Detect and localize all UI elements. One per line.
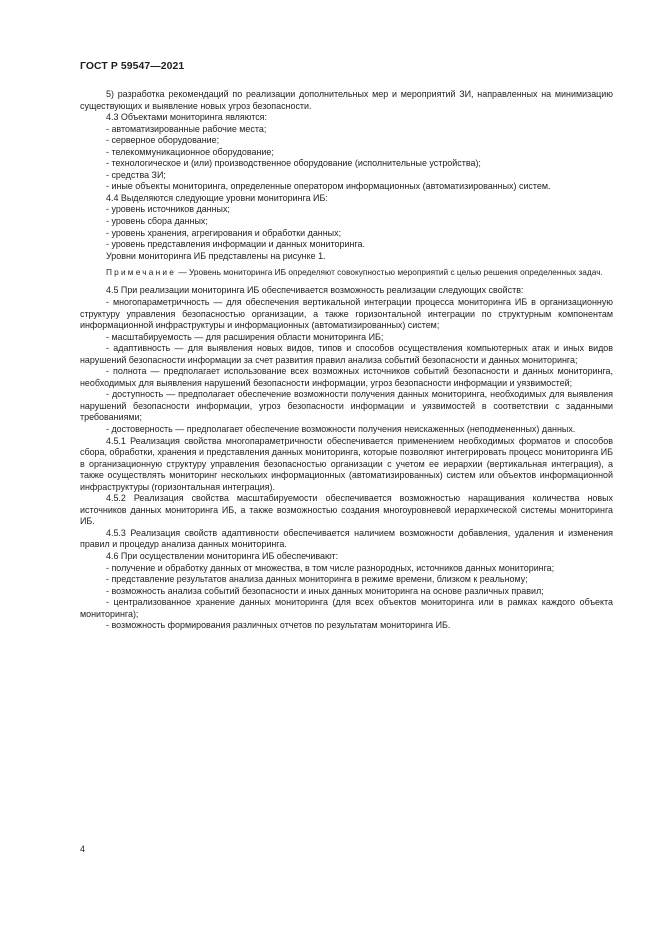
list-item: - уровень источников данных; (106, 204, 230, 215)
note-label: Примечание (106, 267, 177, 278)
list-item: - доступность — предполагает обеспечение возможности получения данных мониторинга, необходимых для выявления нарушений безопасности информации, угроз безопасности информации и уязвимостей в соответствии с заданными требованиями; (80, 389, 613, 423)
section-4-5-3: 4.5.3 Реализация свойств адаптивности обеспечивается наличием возможности добавления, удаления и изменения правил и процедур анализа данных мониторинга. (80, 527, 613, 550)
list-item: - уровень представления информации и данных мониторинга. (106, 239, 365, 250)
document-header-id: ГОСТ Р 59547—2021 (80, 61, 185, 72)
list-item: - масштабируемость — для расширения области мониторинга ИБ; (106, 331, 384, 342)
section-heading-4-3: 4.3 Объектами мониторинга являются: (106, 112, 267, 123)
paragraph: Уровни мониторинга ИБ представлены на рисунке 1. (106, 250, 326, 261)
page-number: 4 (80, 844, 86, 854)
section-heading-4-5: 4.5 При реализации мониторинга ИБ обеспечивается возможность реализации следующих свойств: (106, 285, 524, 296)
document-body (80, 89, 613, 632)
list-item: - адаптивность — для выявления новых видов, типов и способов осуществления компьютерных атак и иных видов нарушений безопасности информации за счет развития правил анализа событий безопасности и данных мониторинга; (80, 343, 613, 365)
list-item: - серверное оборудование; (106, 135, 220, 146)
section-4-5-2: 4.5.2 Реализация свойства масштабируемости обеспечивается возможностью наращивания количества новых источников данных мониторинга ИБ, а также возможностью создания многоуровневой иерархической системы мониторинга ИБ. (80, 493, 613, 527)
list-item: - уровень хранения, агрегирования и обработки данных; (106, 227, 342, 238)
list-item: - получение и обработку данных от множества, в том числе разнородных, источников данных мониторинга; (106, 562, 555, 573)
list-item: - уровень сбора данных; (106, 216, 208, 227)
list-item: - иные объекты мониторинга, определенные оператором информационных (автоматизированных) систем. (106, 181, 551, 192)
list-item: - достоверность — предполагает обеспечение возможности получения неискаженных (неподмененных) данных. (106, 423, 576, 434)
list-item: - возможность анализа событий безопасности и иных данных мониторинга на основе различных правил; (106, 585, 544, 596)
list-item: - централизованное хранение данных мониторинга (для всех объектов мониторинга или в рамках каждого объекта мониторинга); (80, 597, 613, 619)
section-4-5-1: 4.5.1 Реализация свойства многопараметричности обеспечивается применением необходимых форматов и способов сбора, обработки, хранения и представления данных мониторинга, которые позволяют интегрировать процесс мониторинга ИБ в организационную структуру управления безопасностью организации с учетом ее иерархии (вертикальная интеграция), а также осуществлять мониторинг нескольких информационных (автоматизированных) систем или объектов информационной инфраструктуры (горизонтальная интеграция). (80, 435, 613, 492)
list-item: - технологическое и (или) производственное оборудование (исполнительные устройства); (106, 158, 481, 169)
list-item: - полнота — предполагает использование всех возможных источников событий безопасности и данных мониторинга, необходимых для выявления нарушений безопасности информации, угроз безопасности информации и уязвимостей; (80, 366, 613, 388)
list-item: - возможность формирования различных отчетов по результатам мониторинга ИБ. (106, 620, 451, 631)
list-item: - средства ЗИ; (106, 169, 166, 180)
list-item: - представление результатов анализа данных мониторинга в режиме времени, близком к реальному; (106, 574, 528, 585)
section-heading-4-4: 4.4 Выделяются следующие уровни мониторинга ИБ: (106, 192, 328, 203)
list-item: - телекоммуникационное оборудование; (106, 146, 274, 157)
note (80, 267, 613, 278)
paragraph: 5) разработка рекомендаций по реализации дополнительных мер и мероприятий ЗИ, направленных на минимизацию существующих и выявление новых угроз безопасности. (80, 89, 613, 111)
list-item: - многопараметричность — для обеспечения вертикальной интеграции процесса мониторинга ИБ в организационную структуру управления безопасностью организации, а также горизонтальной интеграции по структурным компонентам информационной инфраструктуры и информационных (автоматизированных) систем; (80, 296, 613, 331)
note-text: — Уровень мониторинга ИБ определяют совокупностью мероприятий с целью решения определенных задач. (176, 267, 603, 278)
section-heading-4-6: 4.6 При осуществлении мониторинга ИБ обеспечивают: (106, 550, 339, 561)
list-item: - автоматизированные рабочие места; (106, 123, 267, 134)
